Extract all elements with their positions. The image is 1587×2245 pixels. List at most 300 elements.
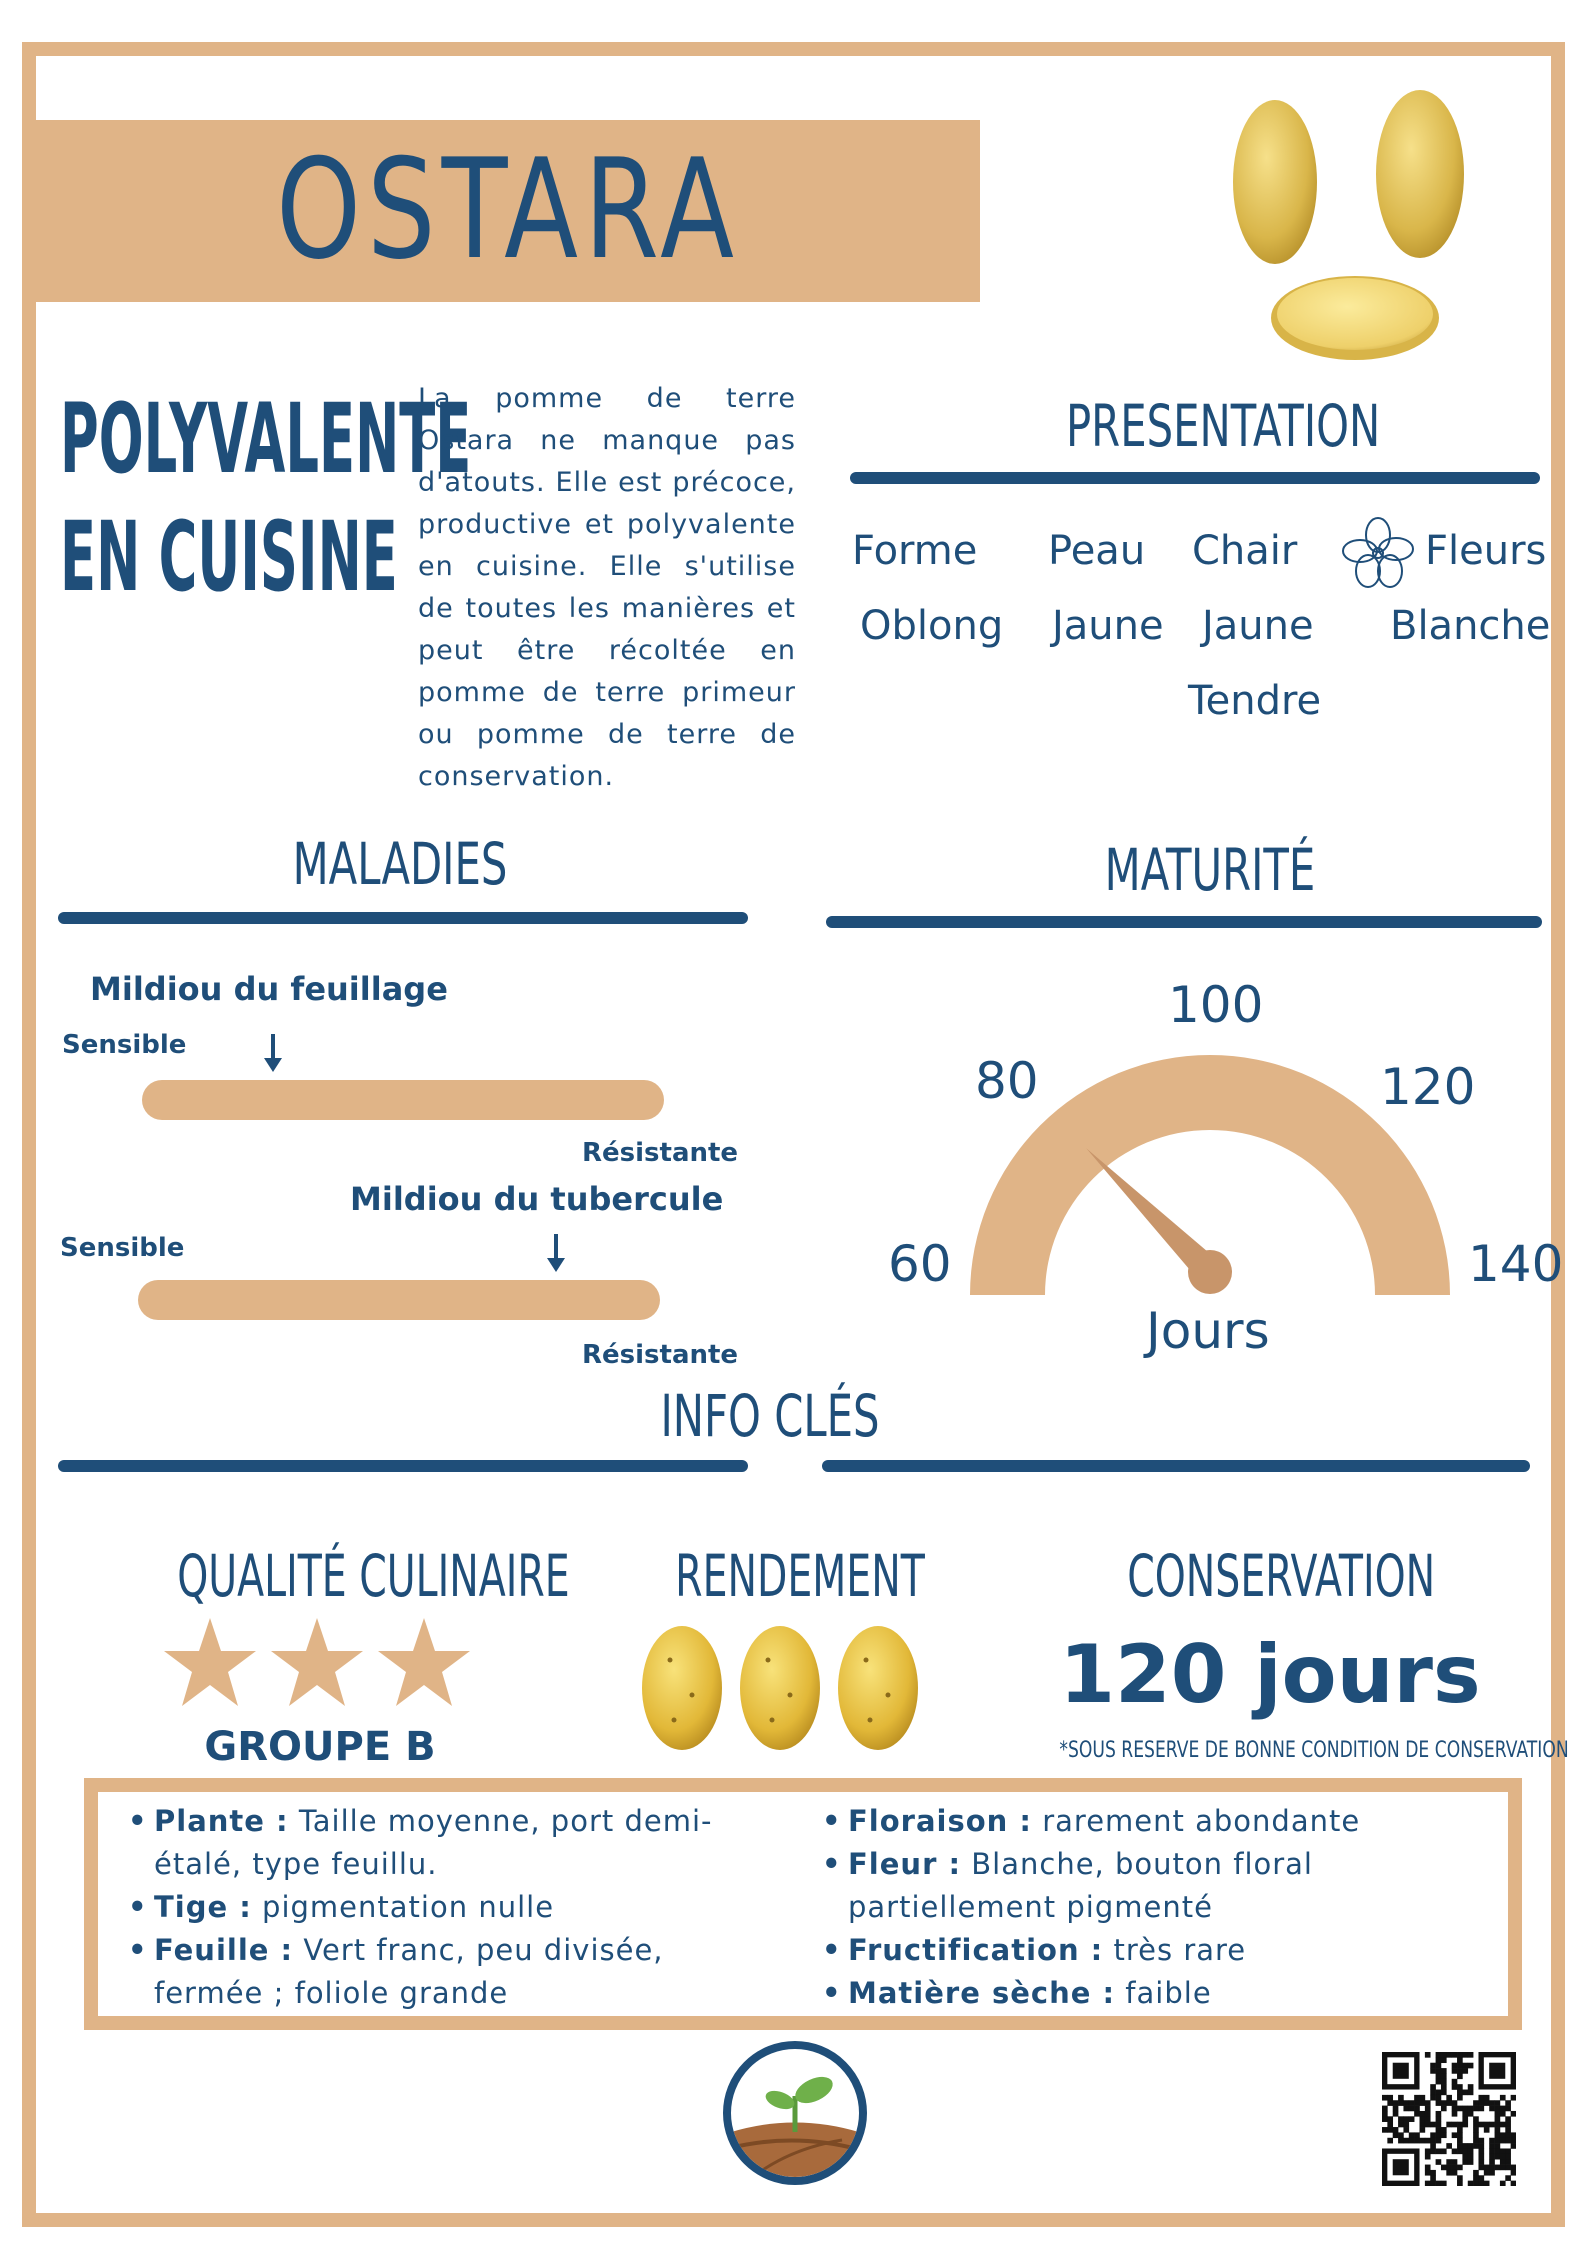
- qr-module: [1420, 2100, 1426, 2106]
- qr-module: [1478, 2095, 1484, 2101]
- quality-stars: [160, 1618, 480, 1708]
- qr-module: [1511, 2138, 1516, 2144]
- qr-module: [1489, 2159, 1495, 2165]
- qr-module: [1436, 2111, 1442, 2117]
- qr-module: [1446, 2095, 1452, 2101]
- qr-module: [1468, 2084, 1474, 2090]
- disease-1-high: Résistante: [582, 1138, 739, 1168]
- gauge-hub: [1188, 1250, 1232, 1294]
- qr-module: [1393, 2100, 1399, 2106]
- qr-module: [1414, 2138, 1420, 2144]
- qr-module: [1393, 2111, 1399, 2117]
- qr-module: [1414, 2095, 1420, 2101]
- qr-module: [1436, 2095, 1442, 2101]
- detail-key: Matière sèche :: [848, 1976, 1116, 2010]
- qr-module: [1425, 2138, 1431, 2144]
- qr-module: [1382, 2127, 1388, 2133]
- qr-module: [1495, 2106, 1501, 2112]
- qr-module: [1436, 2100, 1442, 2106]
- qr-module: [1425, 2116, 1431, 2122]
- detail-text: faible: [1115, 1976, 1212, 2010]
- qr-module: [1452, 2100, 1458, 2106]
- info-cles-rule-right: [822, 1460, 1530, 1472]
- qr-module: [1457, 2090, 1463, 2096]
- qr-module: [1495, 2116, 1501, 2122]
- quality-group: GROUPE B: [204, 1724, 436, 1770]
- qr-module: [1452, 2122, 1458, 2128]
- presentation-label-forme: Forme: [852, 528, 978, 574]
- qr-module: [1441, 2127, 1447, 2133]
- qr-module: [1387, 2138, 1393, 2144]
- disease-1-arrow: [261, 1034, 285, 1078]
- qr-module: [1436, 2073, 1442, 2079]
- qr-module: [1511, 2165, 1516, 2171]
- detail-text: Taille moyenne, port demi-étalé, type feuillu.: [154, 1804, 713, 1881]
- title-band: [36, 120, 980, 302]
- qr-module: [1452, 2068, 1458, 2074]
- qr-module: [1473, 2100, 1479, 2106]
- disease-2-bar: [138, 1280, 660, 1320]
- details-right: [820, 1800, 1380, 2015]
- qr-module: [1441, 2090, 1447, 2096]
- presentation-value-peau: Jaune: [1052, 603, 1164, 649]
- maladies-heading: MALADIES: [292, 830, 508, 898]
- star-icon: [164, 1618, 256, 1706]
- qr-module: [1505, 2175, 1511, 2181]
- qr-module: [1436, 2116, 1442, 2122]
- qr-module: [1393, 2127, 1399, 2133]
- qr-module: [1398, 2132, 1404, 2138]
- qualite-heading: QUALITÉ CULINAIRE: [177, 1542, 570, 1610]
- qr-module: [1505, 2154, 1511, 2160]
- qr-module: [1484, 2170, 1490, 2176]
- qr-module: [1505, 2138, 1511, 2144]
- qr-module: [1500, 2132, 1506, 2138]
- detail-item: [848, 1800, 1380, 1843]
- qr-module: [1457, 2106, 1463, 2112]
- presentation-label-peau: Peau: [1048, 528, 1146, 574]
- qr-module: [1409, 2132, 1415, 2138]
- qr-module: [1473, 2170, 1479, 2176]
- qr-module: [1457, 2148, 1463, 2154]
- qr-module: [1511, 2181, 1516, 2186]
- qr-module: [1505, 2159, 1511, 2165]
- qr-module: [1505, 2127, 1511, 2133]
- qr-module: [1478, 2181, 1484, 2186]
- star-icon: [271, 1618, 363, 1706]
- qr-module: [1409, 2106, 1415, 2112]
- qr-module: [1478, 2159, 1484, 2165]
- qr-module: [1462, 2148, 1468, 2154]
- qr-module: [1473, 2116, 1479, 2122]
- qr-module: [1468, 2063, 1474, 2069]
- qr-module: [1420, 2122, 1426, 2128]
- presentation-label-fleurs: Fleurs: [1425, 528, 1547, 574]
- qr-module: [1425, 2170, 1431, 2176]
- disease-2-name: Mildiou du tubercule: [350, 1180, 724, 1218]
- conservation-heading: CONSERVATION: [1127, 1542, 1436, 1610]
- qr-module: [1478, 2138, 1484, 2144]
- potato-photo: [1225, 82, 1495, 372]
- presentation-value-chair-1: Jaune: [1202, 603, 1314, 649]
- qr-module: [1505, 2148, 1511, 2154]
- qr-module: [1495, 2111, 1501, 2117]
- qr-module: [1414, 2111, 1420, 2117]
- qr-module: [1500, 2165, 1506, 2171]
- qr-module: [1462, 2052, 1468, 2058]
- brand-logo: [722, 2040, 868, 2186]
- qr-module: [1500, 2154, 1506, 2160]
- qr-module: [1430, 2170, 1436, 2176]
- qr-module: [1441, 2052, 1447, 2058]
- qr-module: [1382, 2095, 1388, 2101]
- detail-key: Feuille :: [154, 1933, 294, 1967]
- detail-text: rarement abondante: [1032, 1804, 1361, 1838]
- qr-module: [1495, 2154, 1501, 2160]
- qr-module: [1398, 2116, 1404, 2122]
- qr-module: [1409, 2138, 1415, 2144]
- qr-module: [1446, 2100, 1452, 2106]
- qr-module: [1489, 2170, 1495, 2176]
- qr-module: [1387, 2116, 1393, 2122]
- presentation-label-chair: Chair: [1192, 528, 1298, 574]
- qr-module: [1446, 2165, 1452, 2171]
- qr-module: [1425, 2154, 1431, 2160]
- qr-module: [1446, 2052, 1452, 2058]
- qr-module: [1484, 2181, 1490, 2186]
- qr-finder: [1393, 2159, 1409, 2175]
- qr-module: [1468, 2154, 1474, 2160]
- qr-module: [1441, 2068, 1447, 2074]
- qr-module: [1462, 2116, 1468, 2122]
- qr-module: [1462, 2090, 1468, 2096]
- detail-key: Floraison :: [848, 1804, 1033, 1838]
- qr-module: [1436, 2181, 1442, 2186]
- qr-module: [1420, 2138, 1426, 2144]
- qr-module: [1387, 2127, 1393, 2133]
- qr-module: [1452, 2111, 1458, 2117]
- qr-module: [1484, 2127, 1490, 2133]
- qr-module: [1511, 2170, 1516, 2176]
- qr-module: [1403, 2127, 1409, 2133]
- qr-module: [1473, 2181, 1479, 2186]
- qr-module: [1436, 2057, 1442, 2063]
- flower-icon: [1340, 515, 1416, 591]
- qr-module: [1398, 2138, 1404, 2144]
- detail-item: [848, 1929, 1380, 1972]
- qr-module: [1452, 2159, 1458, 2165]
- qr-module: [1420, 2127, 1426, 2133]
- qr-module: [1457, 2138, 1463, 2144]
- conservation-value: 120 jours: [1059, 1628, 1481, 1721]
- gauge-tick-120: 120: [1380, 1058, 1476, 1116]
- qr-module: [1500, 2095, 1506, 2101]
- qr-module: [1473, 2132, 1479, 2138]
- yield-potatoes: [640, 1620, 930, 1760]
- qr-module: [1414, 2106, 1420, 2112]
- qr-module: [1430, 2084, 1436, 2090]
- disease-2-arrow: [544, 1234, 568, 1278]
- qr-module: [1457, 2122, 1463, 2128]
- qr-module: [1425, 2122, 1431, 2128]
- qr-module: [1457, 2063, 1463, 2069]
- presentation-value-forme: Oblong: [860, 603, 1004, 649]
- qr-module: [1495, 2127, 1501, 2133]
- disease-2-high: Résistante: [582, 1340, 739, 1370]
- qr-module: [1441, 2084, 1447, 2090]
- qr-module: [1425, 2148, 1431, 2154]
- qr-module: [1436, 2122, 1442, 2128]
- detail-text: très rare: [1103, 1933, 1247, 1967]
- qr-module: [1462, 2063, 1468, 2069]
- qr-module: [1495, 2143, 1501, 2149]
- qr-module: [1457, 2143, 1463, 2149]
- qr-module: [1489, 2143, 1495, 2149]
- gauge-tick-100: 100: [1168, 976, 1264, 1034]
- qr-module: [1409, 2100, 1415, 2106]
- qr-module: [1489, 2100, 1495, 2106]
- star-icon: [378, 1618, 470, 1706]
- detail-item: [848, 1843, 1380, 1929]
- qr-module: [1473, 2143, 1479, 2149]
- detail-item: [154, 1800, 766, 1886]
- qr-module: [1468, 2111, 1474, 2117]
- qr-module: [1430, 2132, 1436, 2138]
- qr-module: [1495, 2122, 1501, 2128]
- qr-module: [1500, 2111, 1506, 2117]
- qr-module: [1484, 2165, 1490, 2171]
- qr-module: [1436, 2132, 1442, 2138]
- qr-module: [1430, 2095, 1436, 2101]
- qr-module: [1414, 2132, 1420, 2138]
- qr-module: [1452, 2148, 1458, 2154]
- qr-module: [1425, 2181, 1431, 2186]
- qr-module: [1511, 2111, 1516, 2117]
- qr-module: [1478, 2100, 1484, 2106]
- qr-module: [1478, 2106, 1484, 2112]
- qr-module: [1398, 2122, 1404, 2128]
- qr-module: [1393, 2106, 1399, 2112]
- qr-module: [1511, 2095, 1516, 2101]
- qr-module: [1430, 2122, 1436, 2128]
- page-title: OSTARA: [276, 130, 740, 291]
- qr-module: [1409, 2116, 1415, 2122]
- detail-text: pigmentation nulle: [251, 1890, 555, 1924]
- qr-module: [1382, 2116, 1388, 2122]
- qr-module: [1441, 2079, 1447, 2085]
- qr-module: [1468, 2106, 1474, 2112]
- qr-module: [1462, 2122, 1468, 2128]
- qr-module: [1446, 2159, 1452, 2165]
- qr-module: [1478, 2143, 1484, 2149]
- qr-module: [1446, 2122, 1452, 2128]
- qr-module: [1446, 2143, 1452, 2149]
- qr-module: [1500, 2106, 1506, 2112]
- qr-module: [1473, 2122, 1479, 2128]
- qr-module: [1457, 2165, 1463, 2171]
- qr-module: [1441, 2106, 1447, 2112]
- presentation-value-chair-2: Tendre: [1188, 678, 1322, 724]
- slogan-line-1: POLYVALENTE: [60, 383, 472, 495]
- qr-module: [1403, 2116, 1409, 2122]
- qr-module: [1468, 2148, 1474, 2154]
- maturite-rule: [826, 916, 1542, 928]
- detail-item: [848, 1972, 1380, 2015]
- qr-module: [1420, 2095, 1426, 2101]
- qr-module: [1452, 2052, 1458, 2058]
- details-left: [126, 1800, 766, 2015]
- qr-module: [1505, 2116, 1511, 2122]
- qr-module: [1457, 2084, 1463, 2090]
- qr-module: [1511, 2143, 1516, 2149]
- qr-module: [1425, 2052, 1431, 2058]
- qr-module: [1387, 2100, 1393, 2106]
- qr-module: [1511, 2132, 1516, 2138]
- qr-module: [1452, 2165, 1458, 2171]
- qr-module: [1489, 2165, 1495, 2171]
- qr-module: [1505, 2165, 1511, 2171]
- qr-module: [1468, 2159, 1474, 2165]
- qr-module: [1462, 2159, 1468, 2165]
- qr-module: [1500, 2159, 1506, 2165]
- detail-item: [154, 1929, 766, 2015]
- qr-code[interactable]: [1382, 2052, 1516, 2186]
- qr-module: [1436, 2148, 1442, 2154]
- qr-module: [1403, 2106, 1409, 2112]
- qr-module: [1393, 2132, 1399, 2138]
- detail-key: Fructification :: [848, 1933, 1104, 1967]
- qr-module: [1436, 2052, 1442, 2058]
- qr-module: [1436, 2138, 1442, 2144]
- qr-module: [1420, 2111, 1426, 2117]
- qr-module: [1489, 2122, 1495, 2128]
- qr-module: [1441, 2100, 1447, 2106]
- qr-module: [1457, 2068, 1463, 2074]
- qr-module: [1430, 2063, 1436, 2069]
- detail-key: Tige :: [154, 1890, 252, 1924]
- maladies-rule: [58, 912, 748, 924]
- qr-module: [1457, 2181, 1463, 2186]
- qr-module: [1425, 2111, 1431, 2117]
- qr-module: [1478, 2154, 1484, 2160]
- qr-module: [1441, 2165, 1447, 2171]
- qr-module: [1468, 2143, 1474, 2149]
- qr-module: [1495, 2132, 1501, 2138]
- qr-module: [1505, 2132, 1511, 2138]
- qr-module: [1436, 2079, 1442, 2085]
- qr-module: [1489, 2106, 1495, 2112]
- disease-1-name: Mildiou du feuillage: [90, 970, 448, 1008]
- conservation-note: *SOUS RESERVE DE BONNE CONDITION DE CONSERVATION: [1059, 1738, 1569, 1763]
- detail-key: Fleur :: [848, 1847, 962, 1881]
- qr-module: [1425, 2165, 1431, 2171]
- qr-module: [1403, 2122, 1409, 2128]
- qr-module: [1436, 2068, 1442, 2074]
- gauge-unit: Jours: [1146, 1302, 1270, 1360]
- potato-icon: [642, 1626, 722, 1750]
- qr-module: [1452, 2106, 1458, 2112]
- qr-module: [1430, 2181, 1436, 2186]
- qr-module: [1478, 2175, 1484, 2181]
- details-box: [84, 1778, 1522, 2030]
- rendement-heading: RENDEMENT: [675, 1542, 925, 1610]
- disease-2-low: Sensible: [60, 1233, 185, 1263]
- qr-module: [1484, 2122, 1490, 2128]
- qr-module: [1430, 2143, 1436, 2149]
- potato-icon: [838, 1626, 918, 1750]
- qr-module: [1473, 2127, 1479, 2133]
- qr-module: [1430, 2175, 1436, 2181]
- qr-finder: [1489, 2063, 1505, 2079]
- qr-module: [1457, 2052, 1463, 2058]
- qr-module: [1489, 2138, 1495, 2144]
- maturite-heading: MATURITÉ: [1104, 836, 1316, 904]
- description: La pomme de terre Ostara ne manque pas d'atouts. Elle est précoce, productive et polyvalente en cuisine. Elle s'utilise de toutes les manières et peut être récoltée en pomme de terre primeur ou pomme de terre de conservation.: [418, 383, 796, 792]
- qr-module: [1382, 2111, 1388, 2117]
- qr-module: [1500, 2138, 1506, 2144]
- slogan-line-2: EN CUISINE: [60, 501, 398, 613]
- qr-module: [1468, 2181, 1474, 2186]
- qr-module: [1457, 2057, 1463, 2063]
- qr-module: [1452, 2079, 1458, 2085]
- qr-module: [1436, 2090, 1442, 2096]
- qr-module: [1489, 2154, 1495, 2160]
- qr-module: [1484, 2100, 1490, 2106]
- qr-module: [1403, 2138, 1409, 2144]
- gauge-tick-60: 60: [888, 1235, 952, 1293]
- qr-module: [1436, 2063, 1442, 2069]
- detail-text: Blanche, bouton floral partiellement pigmenté: [848, 1847, 1313, 1924]
- qr-module: [1420, 2116, 1426, 2122]
- qr-module: [1457, 2073, 1463, 2079]
- qr-module: [1500, 2122, 1506, 2128]
- qr-module: [1446, 2170, 1452, 2176]
- disease-1-bar: [142, 1080, 664, 1120]
- qr-module: [1441, 2057, 1447, 2063]
- info-cles-rule-left: [58, 1460, 748, 1472]
- qr-module: [1403, 2100, 1409, 2106]
- qr-module: [1505, 2122, 1511, 2128]
- detail-key: Plante :: [154, 1804, 289, 1838]
- qr-module: [1457, 2127, 1463, 2133]
- presentation-value-fleurs: Blanche: [1390, 603, 1551, 649]
- qr-module: [1452, 2170, 1458, 2176]
- info-cles-heading: INFO CLÉS: [660, 1382, 880, 1450]
- qr-module: [1473, 2106, 1479, 2112]
- qr-module: [1441, 2132, 1447, 2138]
- gauge-tick-140: 140: [1468, 1235, 1564, 1293]
- qr-module: [1462, 2106, 1468, 2112]
- qr-module: [1505, 2106, 1511, 2112]
- qr-module: [1452, 2084, 1458, 2090]
- qr-module: [1441, 2148, 1447, 2154]
- qr-module: [1473, 2138, 1479, 2144]
- presentation-heading: PRESENTATION: [1066, 392, 1381, 460]
- qr-module: [1398, 2095, 1404, 2101]
- qr-module: [1495, 2165, 1501, 2171]
- qr-module: [1452, 2132, 1458, 2138]
- qr-module: [1468, 2090, 1474, 2096]
- qr-module: [1495, 2138, 1501, 2144]
- disease-1-low: Sensible: [62, 1030, 187, 1060]
- qr-module: [1430, 2090, 1436, 2096]
- qr-module: [1452, 2063, 1458, 2069]
- qr-module: [1495, 2100, 1501, 2106]
- qr-module: [1441, 2181, 1447, 2186]
- qr-module: [1430, 2068, 1436, 2074]
- qr-module: [1436, 2127, 1442, 2133]
- qr-module: [1462, 2068, 1468, 2074]
